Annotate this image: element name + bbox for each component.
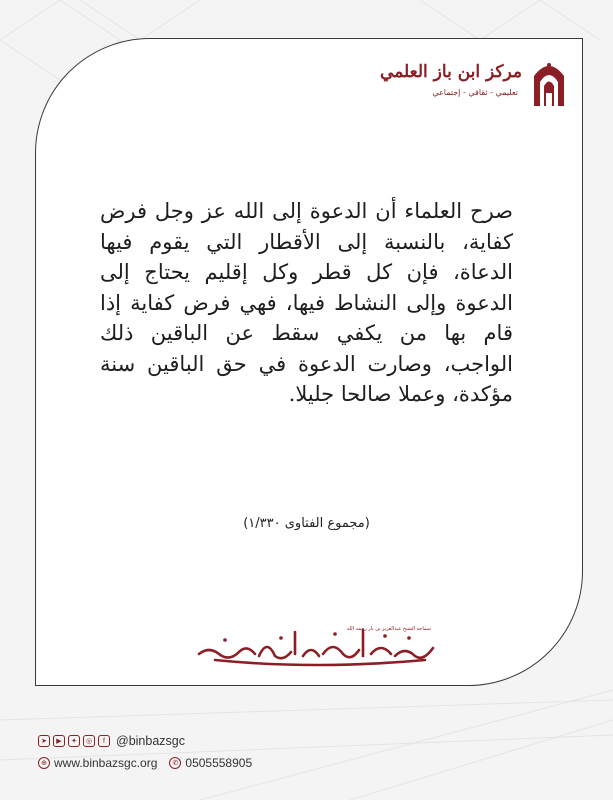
mosque-emblem-icon (530, 60, 568, 106)
quote-text: صرح العلماء أن الدعوة إلى الله عز وجل فرض كفاية، بالنسبة إلى الأقطار التي يقوم فيها الدعاة، فإن كل قطر وكل إقليم يحتاج إلى الدعوة وإلى النشاط فيها، فهي فرض كفاية إذا قام بها من يكفي سقط عن الباقين ذلك الواجب، وصارت الدعوة في حق الباقين سنة مؤكدة، وعملا صالحا جليلا. (100, 199, 513, 406)
globe-icon: ⊕ (38, 757, 50, 769)
youtube-icon[interactable]: ▶ (53, 735, 65, 747)
center-logo (380, 60, 568, 106)
twitter-icon[interactable]: ✦ (68, 735, 80, 747)
footer (38, 732, 252, 772)
whatsapp-icon: ✆ (169, 757, 181, 769)
facebook-icon[interactable]: f (98, 735, 110, 747)
social-row (38, 732, 252, 750)
signature-text: سماحة الشيخ عبدالعزيز بن باز رحمه الله (346, 626, 431, 632)
calligraphy-signature (195, 618, 440, 668)
website-link[interactable]: www.binbazsgc.org (54, 756, 158, 770)
logo-title: مركز ابن باز العلمي (380, 62, 522, 82)
telegram-icon[interactable]: ➤ (38, 735, 50, 747)
source-reference: (مجموع الفتاوى ١/٣٣٠) (243, 516, 370, 531)
contact-row (38, 754, 252, 772)
phone-number[interactable]: 0505558905 (185, 756, 253, 770)
social-handle[interactable]: @binbazsgc (116, 734, 185, 748)
instagram-icon[interactable]: ◎ (83, 735, 95, 747)
logo-subtitle: تعليمي - ثقافي - إجتماعي (432, 88, 518, 97)
